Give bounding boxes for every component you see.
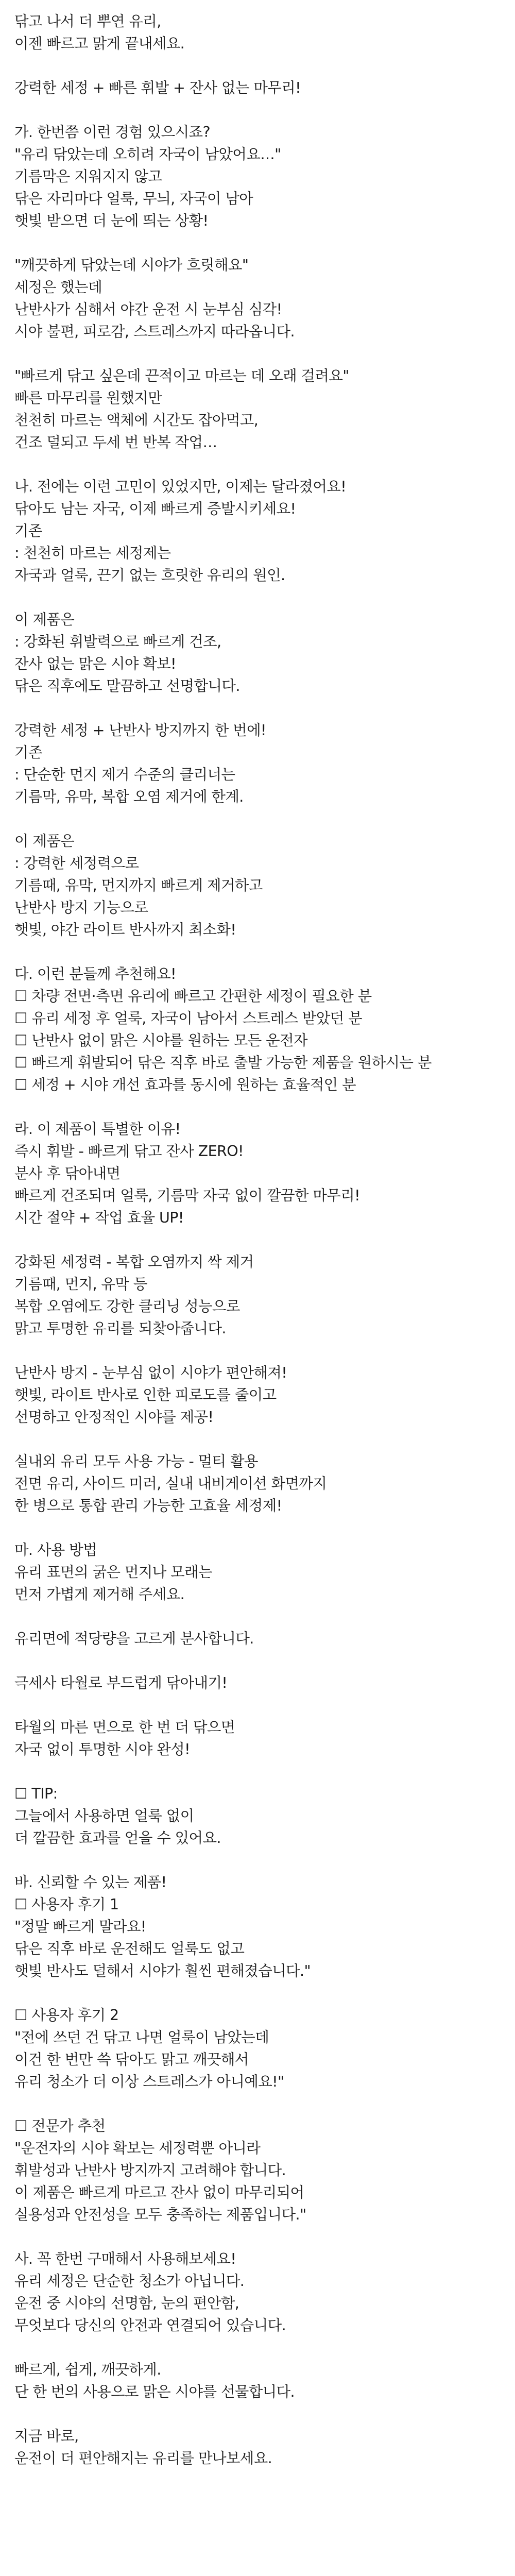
paragraph [14,2004,501,2093]
text-line: 기존 [14,744,42,761]
paragraph [14,254,501,343]
text-line: 무엇보다 당신의 안전과 연결되어 있습니다. [14,2317,286,2334]
paragraph [14,2115,501,2226]
paragraph [14,77,501,99]
paragraph [14,608,501,697]
text-line: 라. 이 제품이 특별한 이유! [14,1121,181,1138]
text-line: 햇빛 받으면 더 눈에 띄는 상황! [14,212,209,229]
text-line: 이 제품은 [14,833,75,850]
text-line: 유리 세정은 단순한 청소가 아닙니다. [14,2273,245,2290]
text-line: 이젠 빠르고 맑게 끝내세요. [14,35,185,52]
text-line: ☐ 사용자 후기 1 [14,1896,119,1913]
text-line: "운전자의 시야 확보는 세정력뿐 아니라 [14,2140,261,2157]
text-line: 타월의 마른 면으로 한 번 더 닦으면 [14,1719,235,1736]
text-line: 기름막은 지워지지 않고 [14,168,162,185]
text-line: 닦은 직후 바로 운전해도 얼룩도 없고 [14,1940,245,1957]
text-line: 빠른 마무리를 원했지만 [14,389,162,406]
text-line: 닦아도 남는 자국, 이제 빠르게 증발시키세요! [14,500,296,517]
text-line: 휘발성과 난반사 방지까지 고려해야 합니다. [14,2162,286,2179]
text-line: 기름때, 유막, 먼지까지 빠르게 제거하고 [14,877,263,894]
text-line: 더 깔끔한 효과를 얻을 수 있어요. [14,1829,221,1846]
text-line: 잔사 없는 맑은 시야 확보! [14,655,176,672]
text-line: 나. 전에는 이런 고민이 있었지만, 이제는 달라졌어요! [14,478,347,495]
text-line: 극세사 타월로 부드럽게 닦아내기! [14,1674,228,1691]
text-line: "정말 빠르게 말라요! [14,1918,146,1935]
paragraph [14,1783,501,1849]
product-description [0,10,515,2492]
paragraph [14,121,501,232]
paragraph [14,1672,501,1694]
text-line: 바. 신뢰할 수 있는 제품! [14,1874,167,1891]
text-line: : 강화된 휘발력으로 빠르게 건조, [14,633,221,650]
text-line: 닦은 직후에도 말끔하고 선명합니다. [14,677,240,694]
text-line: 이 제품은 빠르게 마르고 잔사 없이 마무리되어 [14,2184,304,2201]
paragraph [14,1251,501,1340]
text-line: 이 제품은 [14,611,75,628]
text-line: : 강력한 세정력으로 [14,855,139,872]
text-line: 기름때, 먼지, 유막 등 [14,1276,147,1293]
text-line: 운전이 더 편안해지는 유리를 만나보세요. [14,2450,272,2467]
text-line: 자국과 얼룩, 끈기 없는 흐릿한 유리의 원인. [14,567,285,584]
text-line: 닦고 나서 더 뿌연 유리, [14,13,161,30]
text-line: : 천천히 마르는 세정제는 [14,545,171,562]
paragraph [14,10,501,55]
text-line: 맑고 투명한 유리를 되찾아줍니다. [14,1320,226,1337]
text-line: ☐ 사용자 후기 2 [14,2007,119,2024]
text-line: 먼저 가볍게 제거해 주세요. [14,1586,185,1603]
paragraph [14,1362,501,1428]
text-line: "유리 닦았는데 오히려 자국이 남았어요…" [14,146,281,163]
text-line: 그늘에서 사용하면 얼룩 없이 [14,1807,194,1824]
text-line: ☐ TIP: [14,1785,58,1802]
text-line: 복합 오염에도 강한 클리닝 성능으로 [14,1298,240,1315]
text-line: 강화된 세정력 - 복합 오염까지 싹 제거 [14,1253,254,1270]
text-line: 가. 한번쯤 이런 경험 있으시죠? [14,124,210,141]
paragraph [14,1539,501,1605]
text-line: 세정은 했는데 [14,279,102,296]
text-line: 유리 표면의 굵은 먼지나 모래는 [14,1564,212,1581]
text-line: "깨끗하게 닦았는데 시야가 흐릿해요" [14,257,249,274]
text-line: 분사 후 닦아내면 [14,1165,121,1182]
text-line: ☐ 유리 세정 후 얼룩, 자국이 남아서 스트레스 받았던 분 [14,1010,363,1027]
text-line: 운전 중 시야의 선명함, 눈의 편안함, [14,2295,239,2312]
text-line: 선명하고 안정적인 시야를 제공! [14,1409,214,1426]
text-line: ☐ 차량 전면·측면 유리에 빠르고 간편한 세정이 필요한 분 [14,988,372,1005]
paragraph [14,830,501,941]
text-line: ☐ 전문가 추천 [14,2117,106,2134]
text-line: 난반사가 심해서 야간 운전 시 눈부심 심각! [14,301,282,318]
text-line: 햇빛, 라이트 반사로 인한 피로도를 줄이고 [14,1386,277,1403]
text-line: 강력한 세정 + 난반사 방지까지 한 번에! [14,722,266,739]
text-line: 유리면에 적당량을 고르게 분사합니다. [14,1630,254,1647]
text-line: 한 병으로 통합 관리 가능한 고효율 세정제! [14,1497,282,1514]
text-line: ☐ 난반사 없이 맑은 시야를 원하는 모든 운전자 [14,1032,307,1049]
text-line: 단 한 번의 사용으로 맑은 시야를 선물합니다. [14,2383,295,2400]
text-line: 닦은 자리마다 얼룩, 무늬, 자국이 남아 [14,190,253,207]
text-line: 강력한 세정 + 빠른 휘발 + 잔사 없는 마무리! [14,79,301,96]
text-line: 실용성과 안전성을 모두 충족하는 제품입니다." [14,2206,306,2223]
text-line: 햇빛 반사도 덜해서 시야가 훨씬 편해졌습니다." [14,1962,311,1979]
text-line: 사. 꼭 한번 구매해서 사용해보세요! [14,2250,236,2267]
text-line: 이건 한 번만 쓱 닦아도 맑고 깨끗해서 [14,2051,249,2068]
text-line: : 단순한 먼지 제거 수준의 클리너는 [14,766,235,783]
paragraph [14,365,501,453]
text-line: 유리 청소가 더 이상 스트레스가 아니예요!" [14,2073,284,2090]
paragraph [14,2425,501,2469]
text-line: "전에 쓰던 건 닦고 나면 얼룩이 남았는데 [14,2029,269,2046]
text-line: 천천히 마르는 액체에 시간도 잡아먹고, [14,412,259,429]
paragraph [14,476,501,586]
paragraph [14,2248,501,2336]
text-line: ☐ 빠르게 휘발되어 닦은 직후 바로 출발 가능한 제품을 원하시는 분 [14,1054,432,1071]
text-line: 지금 바로, [14,2428,79,2445]
text-line: 전면 유리, 사이드 미러, 실내 내비게이션 화면까지 [14,1475,327,1492]
text-line: 빠르게 건조되며 얼룩, 기름막 자국 없이 깔끔한 마무리! [14,1187,360,1204]
text-line: 자국 없이 투명한 시야 완성! [14,1741,190,1758]
text-line: "빠르게 닦고 싶은데 끈적이고 마르는 데 오래 걸려요" [14,367,349,384]
paragraph [14,1118,501,1229]
text-line: 시야 불편, 피로감, 스트레스까지 따라옵니다. [14,323,295,340]
paragraph [14,719,501,808]
paragraph [14,1628,501,1650]
paragraph [14,1450,501,1517]
paragraph [14,2359,501,2403]
text-line: 시간 절약 + 작업 효율 UP! [14,1209,184,1226]
text-line: 햇빛, 야간 라이트 반사까지 최소화! [14,921,236,938]
text-line: 기존 [14,522,42,539]
text-line: 기름막, 유막, 복합 오염 제거에 한계. [14,788,244,805]
paragraph [14,1716,501,1760]
text-line: 실내외 유리 모두 사용 가능 - 멀티 활용 [14,1453,258,1470]
text-line: 빠르게, 쉽게, 깨끗하게. [14,2361,161,2378]
paragraph [14,1871,501,1982]
text-line: 다. 이런 분들께 추천해요! [14,965,176,982]
paragraph [14,963,501,1096]
text-line: 즉시 휘발 - 빠르게 닦고 잔사 ZERO! [14,1143,244,1160]
text-line: 난반사 방지 기능으로 [14,899,148,916]
text-line: 난반사 방지 - 눈부심 없이 시야가 편안해져! [14,1364,287,1381]
text-line: 마. 사용 방법 [14,1541,97,1558]
text-line: 건조 덜되고 두세 번 반복 작업… [14,434,217,451]
text-line: ☐ 세정 + 시야 개선 효과를 동시에 원하는 효율적인 분 [14,1076,356,1093]
